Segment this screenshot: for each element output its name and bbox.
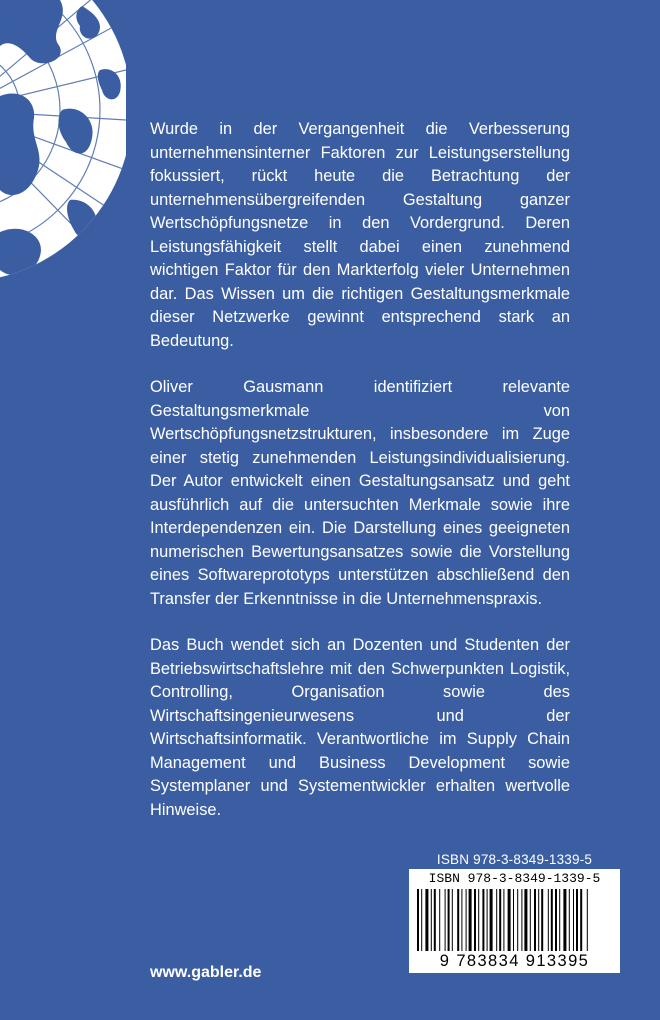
blurb-paragraph-3: Das Buch wendet sich an Dozenten und Studenten der Betriebswirtschaftslehre mit den Schwerpunkten Logistik, Controlling, Organisation sowie des Wirtschaftsingenieurwesens und der Wirtschaftsinformatik. Verantwortliche im Supply Chain Management und Business Development sowie Systemplaner und Systementwickler erhalten wertvolle Hinweise. [150,636,570,819]
globe-illustration [0,0,126,318]
blurb-paragraph-1: Wurde in der Vergangenheit die Verbesserung unternehmensinterner Faktoren zur Leistungserstellung fokussiert, rückt heute die Betrachtung der unternehmensübergreifenden Gestaltung ganzer Wertschöpfungsnetze in den Vordergrund. Deren Leistungsfähigkeit stellt dabei einen zunehmend wichtigen Faktor für den Markterfolg vieler Unternehmen dar. Das Wissen um die richtigen Gestaltungsmerkmale dieser Netzwerke gewinnt entsprechend stark an Bedeutung. [150,120,570,350]
ean-digits: 9 783834 913395 [439,952,590,970]
blurb-paragraph-2: Oliver Gausmann identifiziert relevante Gestaltungsmerkmale von Wertschöpfungsnetzstrukturen, insbesondere im Zuge einer stetig zunehmenden Leistungsindividualisierung. Der Autor entwickelt einen Gestaltungsansatz und geht ausführlich auf die untersuchten Merkmale sowie ihre Interdependenzen ein. Die Darstellung eines geeigneten numerischen Bewertungsansatzes sowie die Vorstellung eines Softwareprototyps unterstützen abschließend den Transfer der Erkenntnisse in die Unternehmenspraxis. [150,378,570,608]
publisher-website: www.gabler.de [150,964,262,981]
isbn-label: ISBN 978-3-8349-1339-5 [436,852,593,867]
barcode [409,869,620,973]
barcode-bars-graphic [417,889,612,951]
barcode-isbn-text: ISBN 978-3-8349-1339-5 [428,871,601,886]
back-cover-blurb [150,118,570,845]
